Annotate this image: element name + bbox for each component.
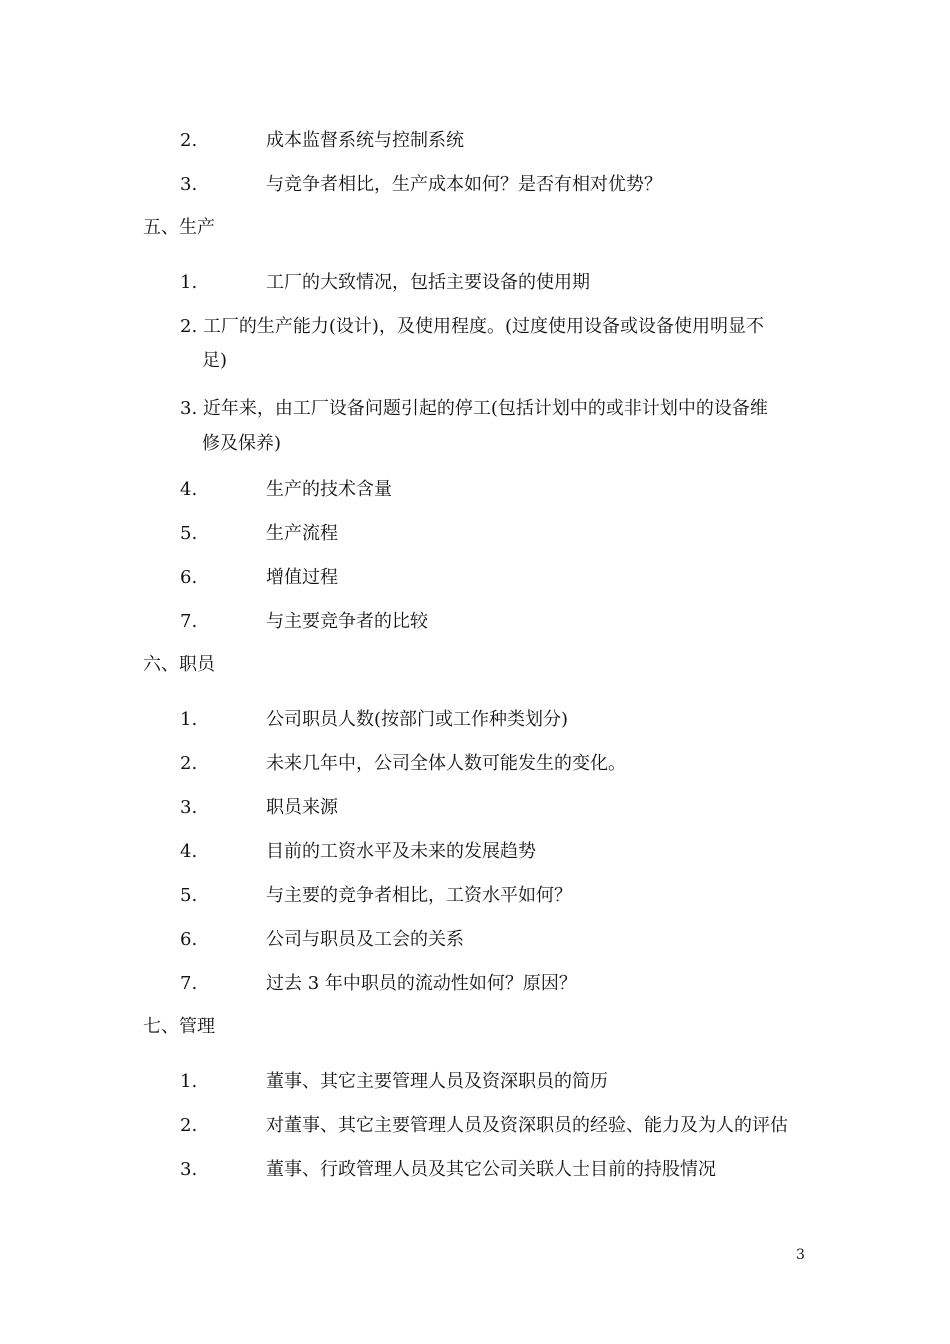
item-number: 3. [180, 174, 198, 195]
item-number: 6. [180, 567, 198, 588]
item-text: 公司与职员及工会的关系 [266, 929, 464, 950]
item-text: 目前的工资水平及未来的发展趋势 [266, 841, 536, 862]
item-text: 2. 工厂的生产能力(设计)，及使用程度。(过度使用设备或设备使用明显不 [180, 316, 764, 337]
item-number: 5. [180, 885, 198, 906]
item-number: 2. [180, 130, 198, 151]
document-page: 2. 成本监督系统与控制系统 3. 与竞争者相比，生产成本如何？是否有相对优势？ 五、生产 1. 工厂的大致情况，包括主要设备的使用期 2. 工厂的生产能力(设计)，及使用程度。(过度使用设备或设备使用明显不 足) 3. 近年来，由工厂设备问题引起的停工(包括计划中的或非计划中的设备维 修及保养) 4. 生产的技术含量 5. 生产流程 6. 增值过程 7. 与主要竞争者的比较 六、职员 1. 公司职员人数(按部门或工作种类划分) 2. 未来几年中，公司全体人数可能发生的变化。 3. 职员来源 4. 目前的工资水平及未来的发展趋势 5. 与主要的竞争者相比，工资水平如何？ 6. 公司与职员及工会的关系 7. 过去 3 年中职员的流动性如何？原因？ 七、管理 1. 董事、其它主要管理人员及资深职员的简历 2. 对董事、其它主要管理人员及资深职员的经验、能力及为人的评估 3. 董事、行政管理人员及其它公司关联人士目前的持股情况 3 [143, 130, 805, 1263]
item-text: 3. 近年来，由工厂设备问题引起的停工(包括计划中的或非计划中的设备维 [180, 398, 768, 419]
item-text: 过去 3 年中职员的流动性如何？原因？ [266, 973, 577, 994]
item-text: 与竞争者相比，生产成本如何？是否有相对优势？ [266, 174, 662, 195]
item-number: 4. [180, 841, 198, 862]
item-text: 工厂的大致情况，包括主要设备的使用期 [266, 272, 590, 293]
item-number: 6. [180, 929, 198, 950]
item-text: 董事、行政管理人员及其它公司关联人士目前的持股情况 [266, 1159, 716, 1180]
item-number: 2. [180, 753, 198, 774]
item-number: 2. [180, 1115, 198, 1136]
item-text: 董事、其它主要管理人员及资深职员的简历 [266, 1071, 608, 1092]
item-number: 1. [180, 709, 198, 730]
item-text: 与主要的竞争者相比，工资水平如何？ [266, 885, 572, 906]
item-text: 对董事、其它主要管理人员及资深职员的经验、能力及为人的评估 [266, 1115, 788, 1136]
item-number: 4. [180, 479, 198, 500]
item-text: 足) [202, 350, 228, 371]
item-number: 7. [180, 973, 198, 994]
page-number: 3 [796, 1247, 805, 1263]
item-number: 5. [180, 523, 198, 544]
item-text: 未来几年中，公司全体人数可能发生的变化。 [266, 753, 626, 774]
item-text: 成本监督系统与控制系统 [266, 130, 464, 151]
item-text: 修及保养) [202, 433, 282, 454]
item-number: 1. [180, 1071, 198, 1092]
item-number: 7. [180, 611, 198, 632]
item-text: 生产流程 [266, 523, 338, 544]
item-number: 1. [180, 272, 198, 293]
item-text: 公司职员人数(按部门或工作种类划分) [266, 709, 569, 730]
item-text: 生产的技术含量 [266, 479, 392, 500]
item-number: 3. [180, 797, 198, 818]
item-text: 增值过程 [266, 567, 338, 588]
item-number: 3. [180, 1159, 198, 1180]
item-text: 职员来源 [266, 797, 338, 818]
item-text: 与主要竞争者的比较 [266, 611, 428, 632]
